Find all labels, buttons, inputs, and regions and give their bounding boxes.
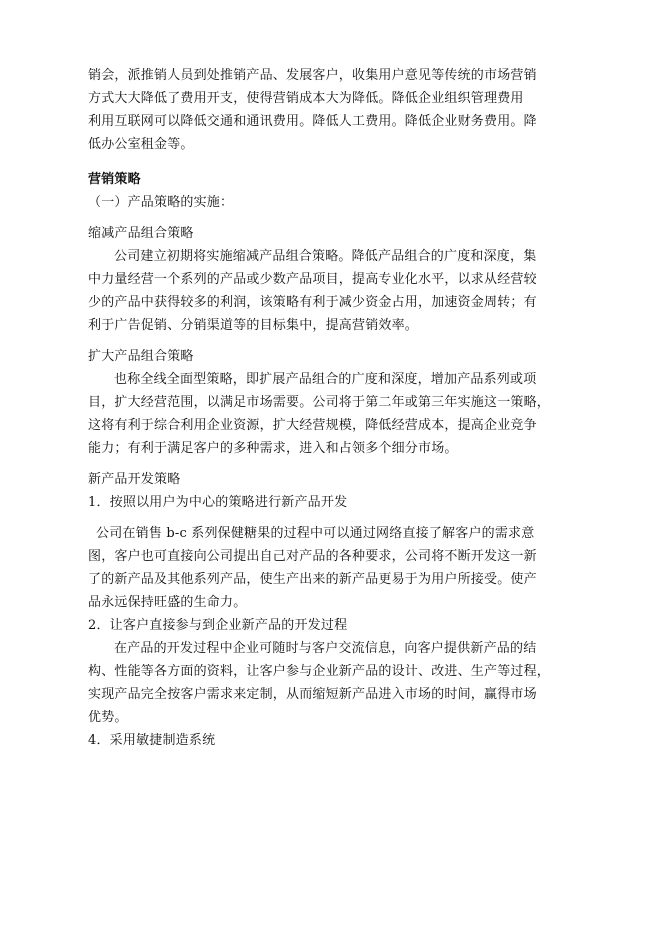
text-line: 利用互联网可以降低交通和通讯费用。降低人工费用。降低企业财务费用。降: [88, 114, 537, 129]
section-heading: 营销策略: [88, 172, 141, 187]
text-line: 了的新产品及其他系列产品，使生产出来的新产品更易于为用户所接受。使产: [88, 572, 537, 587]
text-line: 中力量经营一个系列的产品或少数产品项目，提高专业化水平，以求从经营较: [88, 272, 537, 287]
subsection-heading: （一）产品策略的实施：: [88, 195, 234, 210]
strategy-expand-paragraph: [88, 368, 551, 460]
text-line: 能力；有利于满足客户的多种需求，进入和占领多个细分市场。: [88, 441, 458, 456]
text-line: 品永远保持旺盛的生命力。: [88, 595, 247, 610]
text-line: 少的产品中获得较多的利润，该策略有利于减少资金占用，加速资金周转；有: [88, 295, 537, 310]
text-line: 方式大大降低了费用开支，使得营销成本大为降低。降低企业组织管理费用: [88, 91, 524, 106]
text-line: 利于广告促销、分销渠道等的目标集中，提高营销效率。: [88, 318, 419, 333]
list-item-title: 4．采用敏捷制造系统: [88, 733, 216, 748]
strategy-heading-shrink: 缩减产品组合策略: [88, 226, 194, 241]
text-line: 也称全线全面型策略，即扩展产品组合的广度和深度，增加产品系列或项: [114, 372, 537, 387]
text-line: 销会，派推销人员到处推销产品、发展客户，收集用户意见等传统的市场营销: [88, 68, 537, 83]
text-line: 公司建立初期将实施缩减产品组合策略。降低产品组合的广度和深度，集: [114, 249, 537, 264]
strategy-heading-new-product: 新产品开发策略: [88, 472, 181, 487]
strategy-shrink-paragraph: [88, 245, 548, 337]
document-body: [88, 64, 551, 752]
item1-paragraph: [88, 522, 548, 614]
text-line: 在产品的开发过程中企业可随时与客户交流信息，向客户提供新产品的结: [114, 641, 537, 656]
text-line: 这将有利于综合利用企业资源，扩大经营规模，降低经营成本，提高企业竞争: [88, 418, 537, 433]
list-item-title: 1．按照以用户为中心的策略进行新产品开发: [88, 495, 348, 510]
text-line: 目，扩大经营范围，以满足市场需要。公司将于第二年或第三年实施这一策略，: [88, 395, 551, 410]
text-line: 图，客户也可直接向公司提出自己对产品的各种要求，公司将不断开发这一新: [88, 549, 537, 564]
text-line: 优势。: [88, 710, 128, 725]
text-line: 公司在销售 b-c 系列保健糖果的过程中可以通过网络直接了解客户的需求意: [96, 526, 535, 541]
list-item-title: 2．让客户直接参与到企业新产品的开发过程: [88, 618, 348, 633]
intro-paragraph: [88, 64, 548, 156]
text-line: 低办公室租金等。: [88, 137, 194, 152]
strategy-heading-expand: 扩大产品组合策略: [88, 349, 194, 364]
text-line: 实现产品完全按客户需求来定制，从而缩短新产品进入市场的时间，赢得市场: [88, 687, 537, 702]
text-line: 构、性能等各方面的资料，让客户参与企业新产品的设计、改进、生产等过程，: [88, 664, 551, 679]
item2-paragraph: [88, 637, 551, 729]
